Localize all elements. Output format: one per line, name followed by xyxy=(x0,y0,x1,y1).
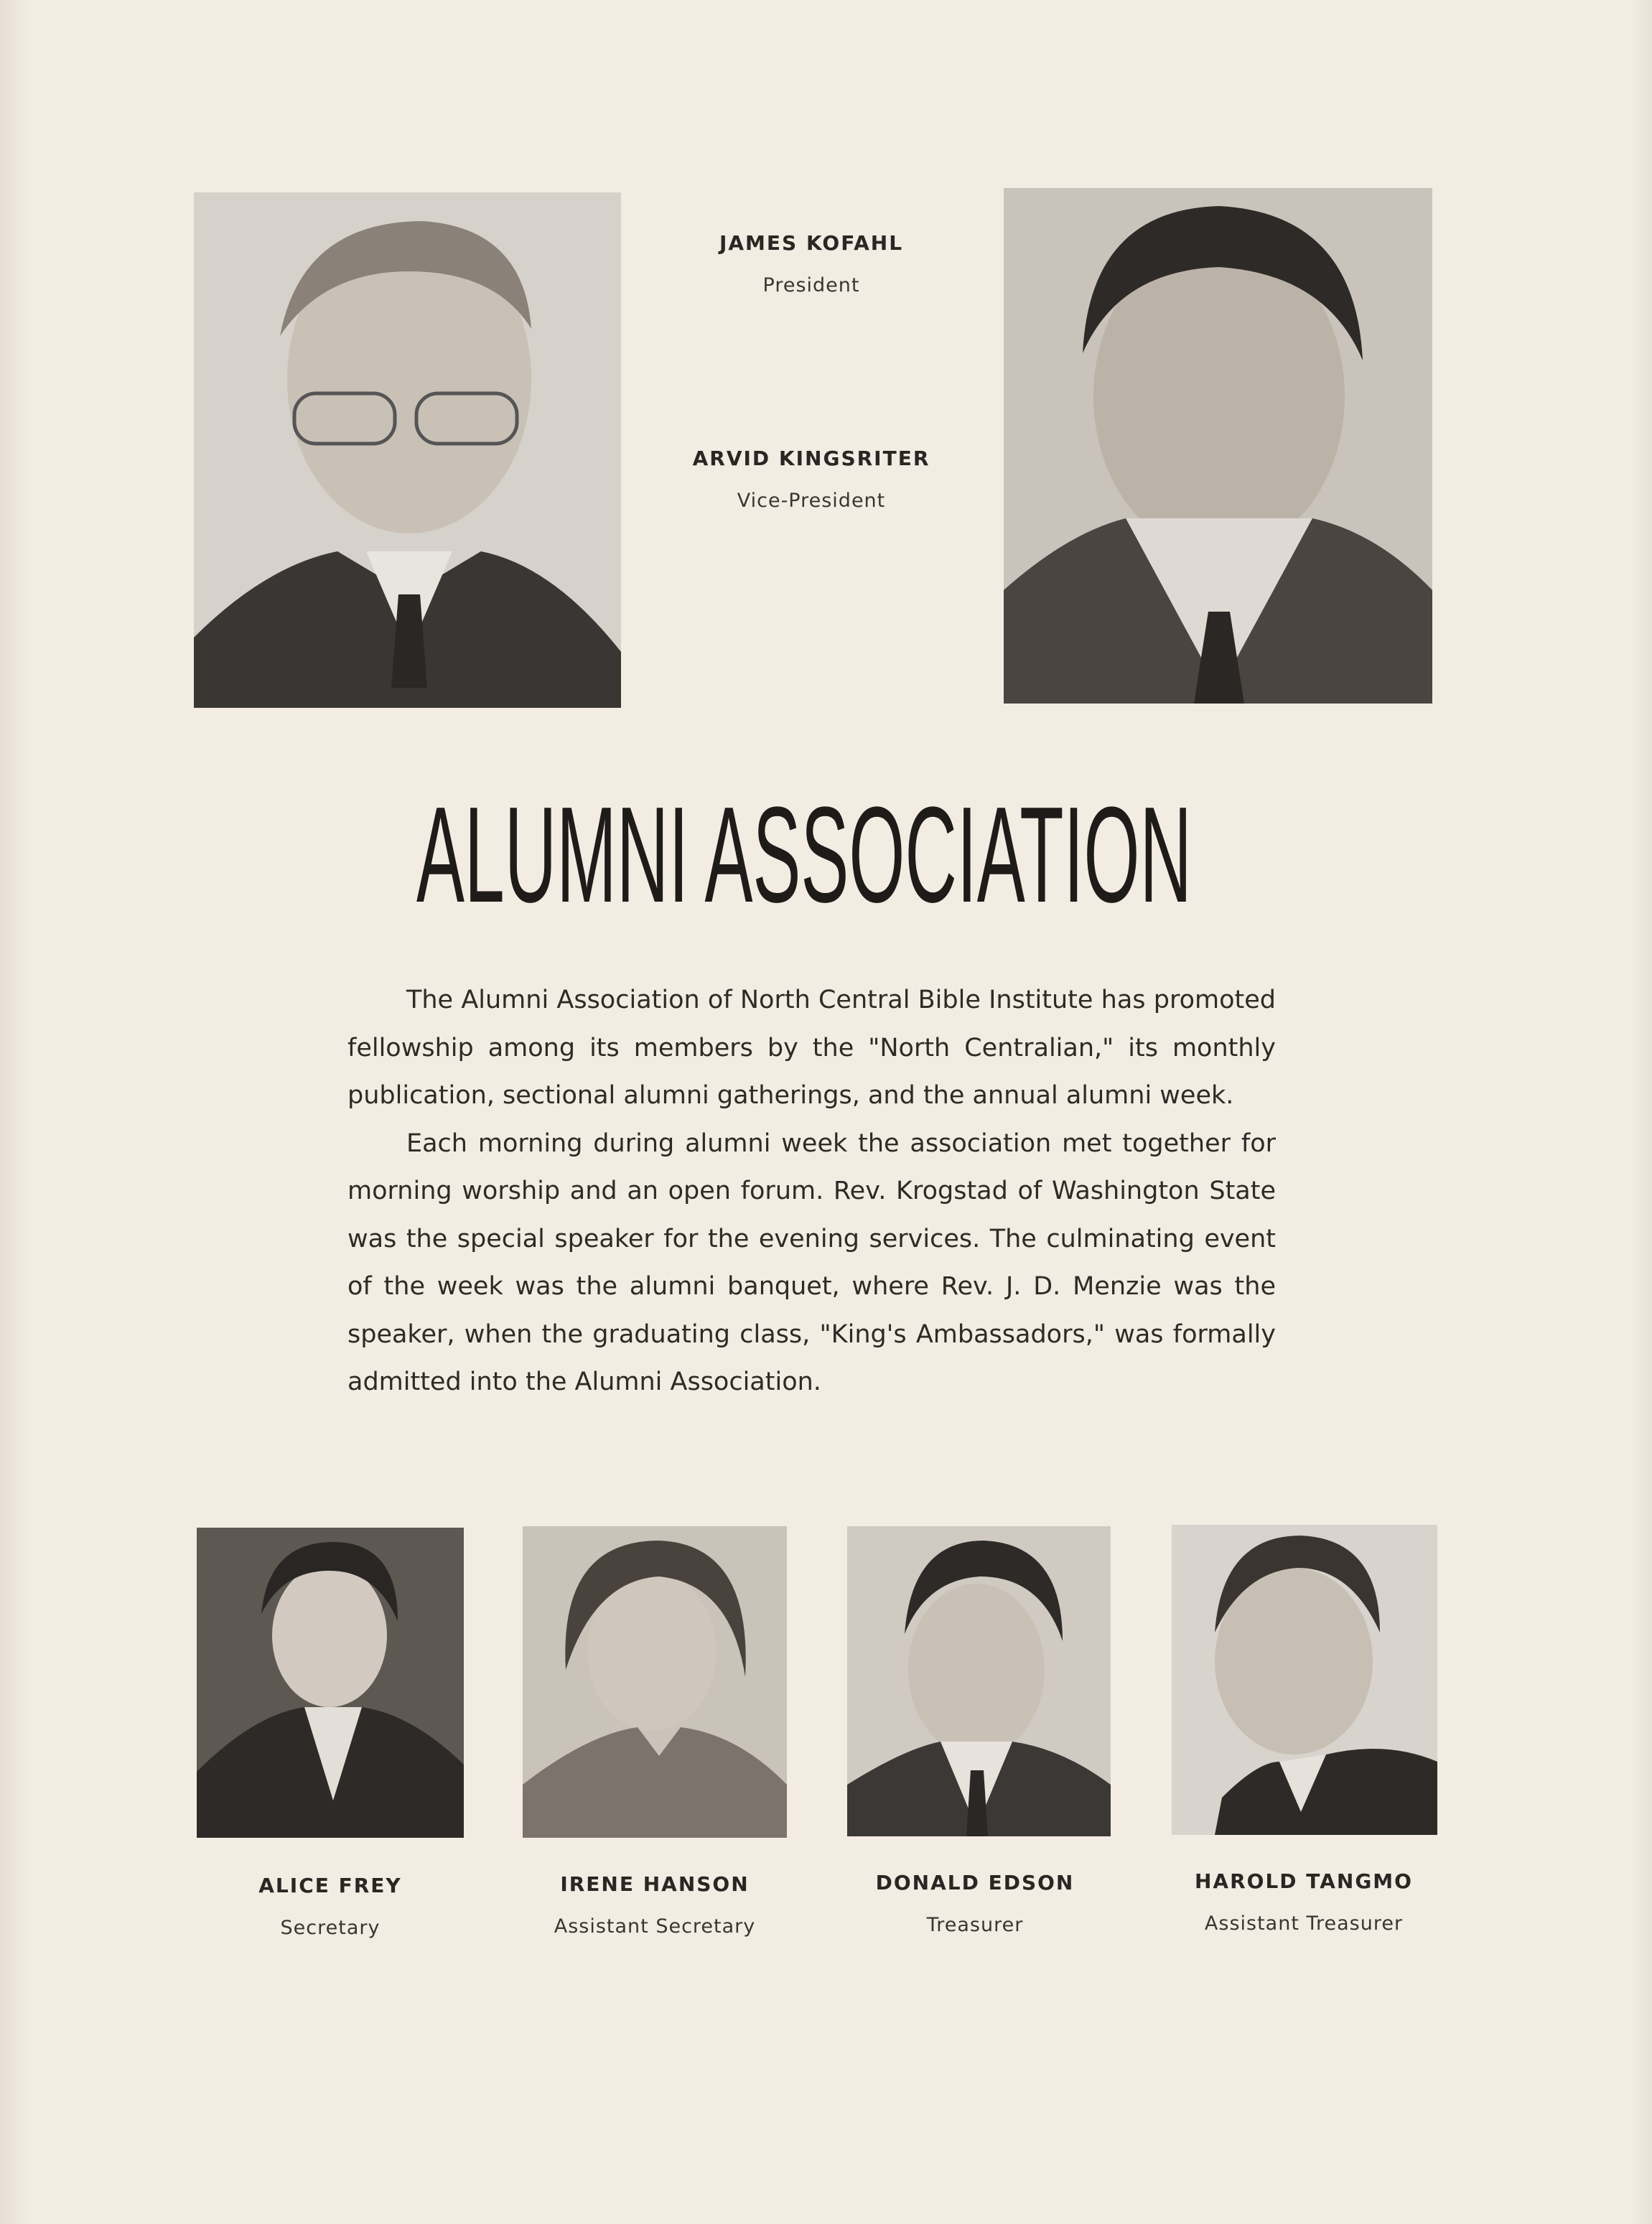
treasurer-title: Treasurer xyxy=(926,1914,1024,1936)
page-heading-text: ALUMNI ASSOCIATION xyxy=(416,779,1192,919)
body-text xyxy=(347,976,1276,1406)
paragraph-1: The Alumni Association of North Central Bible Institute has promoted fellowship among its members by the "North Centralian," its monthly publication, sectional alumni gatherings, and the annual alumni week. xyxy=(347,986,1276,1110)
vice-president-title: Vice-President xyxy=(737,490,886,512)
secretary-title: Secretary xyxy=(280,1917,381,1939)
paragraph-2: Each morning during alumni week the association met together for morning worship and an open forum. Rev. Krogstad of Washington State was the special speaker for the evening services. The culminating event of the week was the alumni banquet, where Rev. J. D. Menzie was the speaker, when the graduating class, "King's Ambassadors," was formally admitted into the Alumni Association. xyxy=(347,1129,1276,1396)
vice-president-name: ARVID KINGSRITER xyxy=(692,447,930,470)
assistant-secretary-title: Assistant Secretary xyxy=(554,1915,756,1938)
portrait-photo-assistant-treasurer xyxy=(1172,1525,1437,1835)
president-name: JAMES KOFAHL xyxy=(719,231,904,255)
assistant-treasurer-name: HAROLD TANGMO xyxy=(1195,1869,1413,1893)
page-heading xyxy=(402,761,1206,919)
portrait-photo-secretary xyxy=(197,1528,464,1838)
portrait-photo-right xyxy=(1004,188,1432,704)
portrait-photo-left xyxy=(194,192,621,708)
assistant-treasurer-title: Assistant Treasurer xyxy=(1204,1912,1404,1935)
treasurer-name: DONALD EDSON xyxy=(875,1871,1075,1894)
president-title: President xyxy=(762,274,860,296)
portrait-photo-assistant-secretary xyxy=(523,1526,787,1838)
portrait-photo-treasurer xyxy=(847,1526,1111,1836)
assistant-secretary-name: IRENE HANSON xyxy=(560,1872,750,1896)
secretary-name: ALICE FREY xyxy=(258,1874,402,1897)
